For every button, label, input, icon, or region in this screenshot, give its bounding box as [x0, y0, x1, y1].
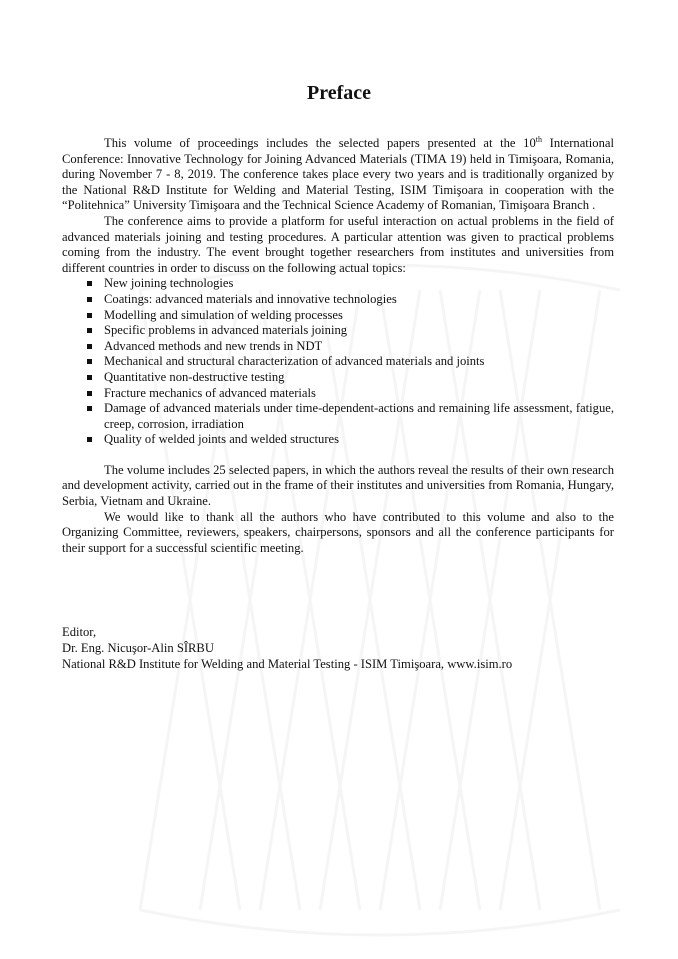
list-item: Mechanical and structural characterization of advanced materials and joints [62, 354, 614, 370]
paragraph-volume: The volume includes 25 selected papers, in which the authors reveal the results of their own research and development activity, carried out in the frame of their institutes and universities from Romania, Hungary, Serbia, Vietnam and Ukraine. [62, 462, 614, 509]
list-item: Fracture mechanics of advanced materials [62, 386, 614, 402]
editor-signature-block [62, 624, 622, 672]
topics-list [62, 276, 614, 448]
paragraph-thanks: We would like to thank all the authors who have contributed to this volume and also to the Organizing Committee, reviewers, speakers, chairpersons, sponsors and all the conference participants for their support for a successful scientific meeting. [62, 509, 614, 555]
list-item: New joining technologies [62, 276, 614, 292]
paragraph-intro [62, 136, 614, 214]
list-item: Coatings: advanced materials and innovative technologies [62, 292, 614, 308]
intro-text-end: International Conference: Innovative Technology for Joining Advanced Materials (TIMA 19) held in Timişoara, Romania, during November 7 - 8, 2019. The conference takes place every two years and is traditionally organized by the National R&D Institute for Welding and Material Testing, ISIM Timişoara in cooperation with the “Politehnica” University Timişoara and the Technical Science Academy of Romanian, Timişoara Branch . [62, 136, 614, 213]
page-title: Preface [306, 82, 372, 104]
list-item: Damage of advanced materials under time-dependent-actions and remaining life assessment, fatigue, creep, corrosion, irradiation [62, 401, 614, 432]
list-item: Advanced methods and new trends in NDT [62, 339, 614, 355]
list-item: Specific problems in advanced materials joining [62, 323, 614, 339]
list-item: Quantitative non-destructive testing [62, 370, 614, 386]
editor-role: Editor, [62, 625, 97, 639]
spacer [62, 448, 614, 463]
ordinal-suffix: th [535, 134, 542, 144]
preface-body [62, 136, 614, 556]
editor-name: Dr. Eng. Nicuşor-Alin SÎRBU [62, 641, 214, 655]
paragraph-aims: The conference aims to provide a platform for useful interaction on actual problems in the field of advanced materials joining and testing procedures. A particular attention was given to practical problems coming from the industry. The event brought together researchers from institutes and universities from different countries in order to discuss on the following actual topics: [62, 213, 614, 275]
intro-text-start: This volume of proceedings includes the selected papers presented at the 10 [104, 136, 536, 150]
editor-affiliation: National R&D Institute for Welding and Material Testing - ISIM Timişoara, www.isim.ro [62, 657, 513, 671]
list-item: Quality of welded joints and welded structures [62, 432, 614, 448]
list-item: Modelling and simulation of welding processes [62, 308, 614, 324]
